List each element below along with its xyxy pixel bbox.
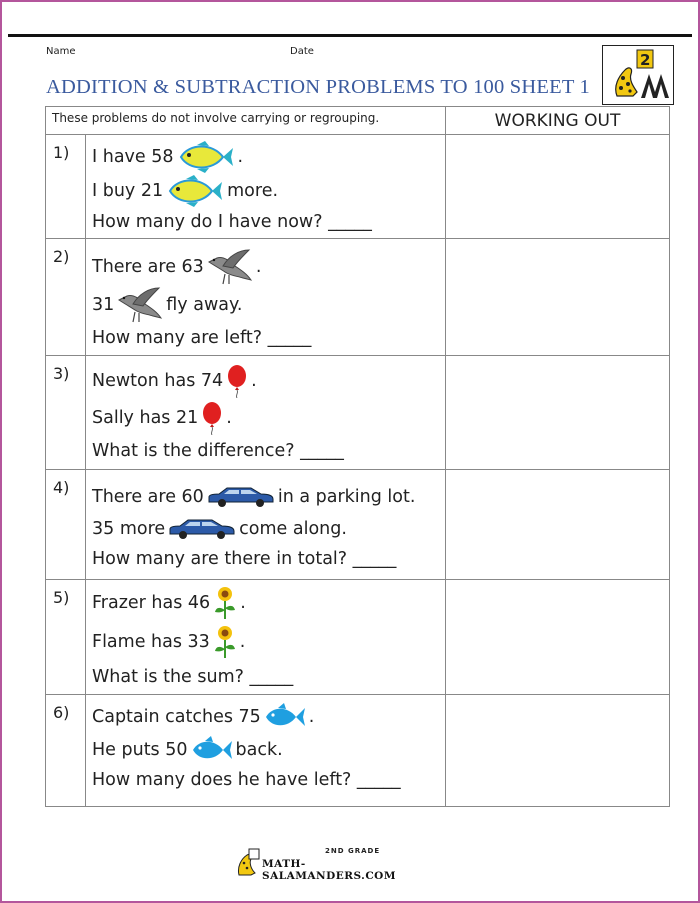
working-out-cell[interactable] [446,356,670,470]
salamander-logo-icon [602,45,674,105]
bird-icon [117,286,163,324]
problem-row [46,356,670,470]
footer-grade: 2ND GRADE [325,847,381,855]
problem-row [46,239,670,356]
working-out-header: WORKING OUT [446,107,670,135]
problem-row [46,470,670,580]
footer-logo [235,845,435,882]
problem-text: There are 60 in a parking lot. 35 more come along. How many are there in total? _____ [86,470,446,580]
problem-row [46,695,670,807]
problem-number: 2) [46,239,86,356]
car-icon [168,518,236,540]
blue-fish-icon [264,702,306,732]
problem-number: 4) [46,470,86,580]
page-title: ADDITION & SUBTRACTION PROBLEMS TO 100 SHEET 1 [46,76,590,98]
car-icon [207,486,275,508]
problem-text: I have 58 . I buy 21 more. How many do I have now? _____ [86,135,446,239]
balloon-icon [226,364,248,398]
problem-text: Frazer has 46 . Flame has 33 . What is the sum? _____ [86,580,446,695]
header-rule [8,34,692,37]
problem-text: There are 63 . 31 fly away. How many are left? _____ [86,239,446,356]
working-out-cell[interactable] [446,580,670,695]
sunflower-icon [213,625,237,659]
grade-number: 2 [640,51,651,69]
problem-number: 1) [46,135,86,239]
fish-icon [166,174,224,208]
date-label: Date [290,46,314,57]
table-header-row [46,107,670,135]
problem-number: 5) [46,580,86,695]
worksheet-table [45,106,670,807]
balloon-icon [201,401,223,435]
blue-fish-icon [191,735,233,765]
bird-icon [207,248,253,286]
salamander-footer-icon [235,847,263,877]
problem-text: Newton has 74 . Sally has 21 . What is the difference? _____ [86,356,446,470]
name-label: Name [46,46,76,57]
footer-site: MATH-SALAMANDERS.COM [262,858,396,882]
problem-row [46,580,670,695]
working-out-cell[interactable] [446,135,670,239]
working-out-cell[interactable] [446,470,670,580]
problem-row [46,135,670,239]
problem-number: 6) [46,695,86,807]
working-out-cell[interactable] [446,695,670,807]
fish-icon [177,140,235,174]
instructions-note: These problems do not involve carrying or regrouping. [46,107,446,135]
problem-text: Captain catches 75 . He puts 50 back. How many does he have left? _____ [86,695,446,807]
working-out-cell[interactable] [446,239,670,356]
sunflower-icon [213,586,237,620]
problem-number: 3) [46,356,86,470]
